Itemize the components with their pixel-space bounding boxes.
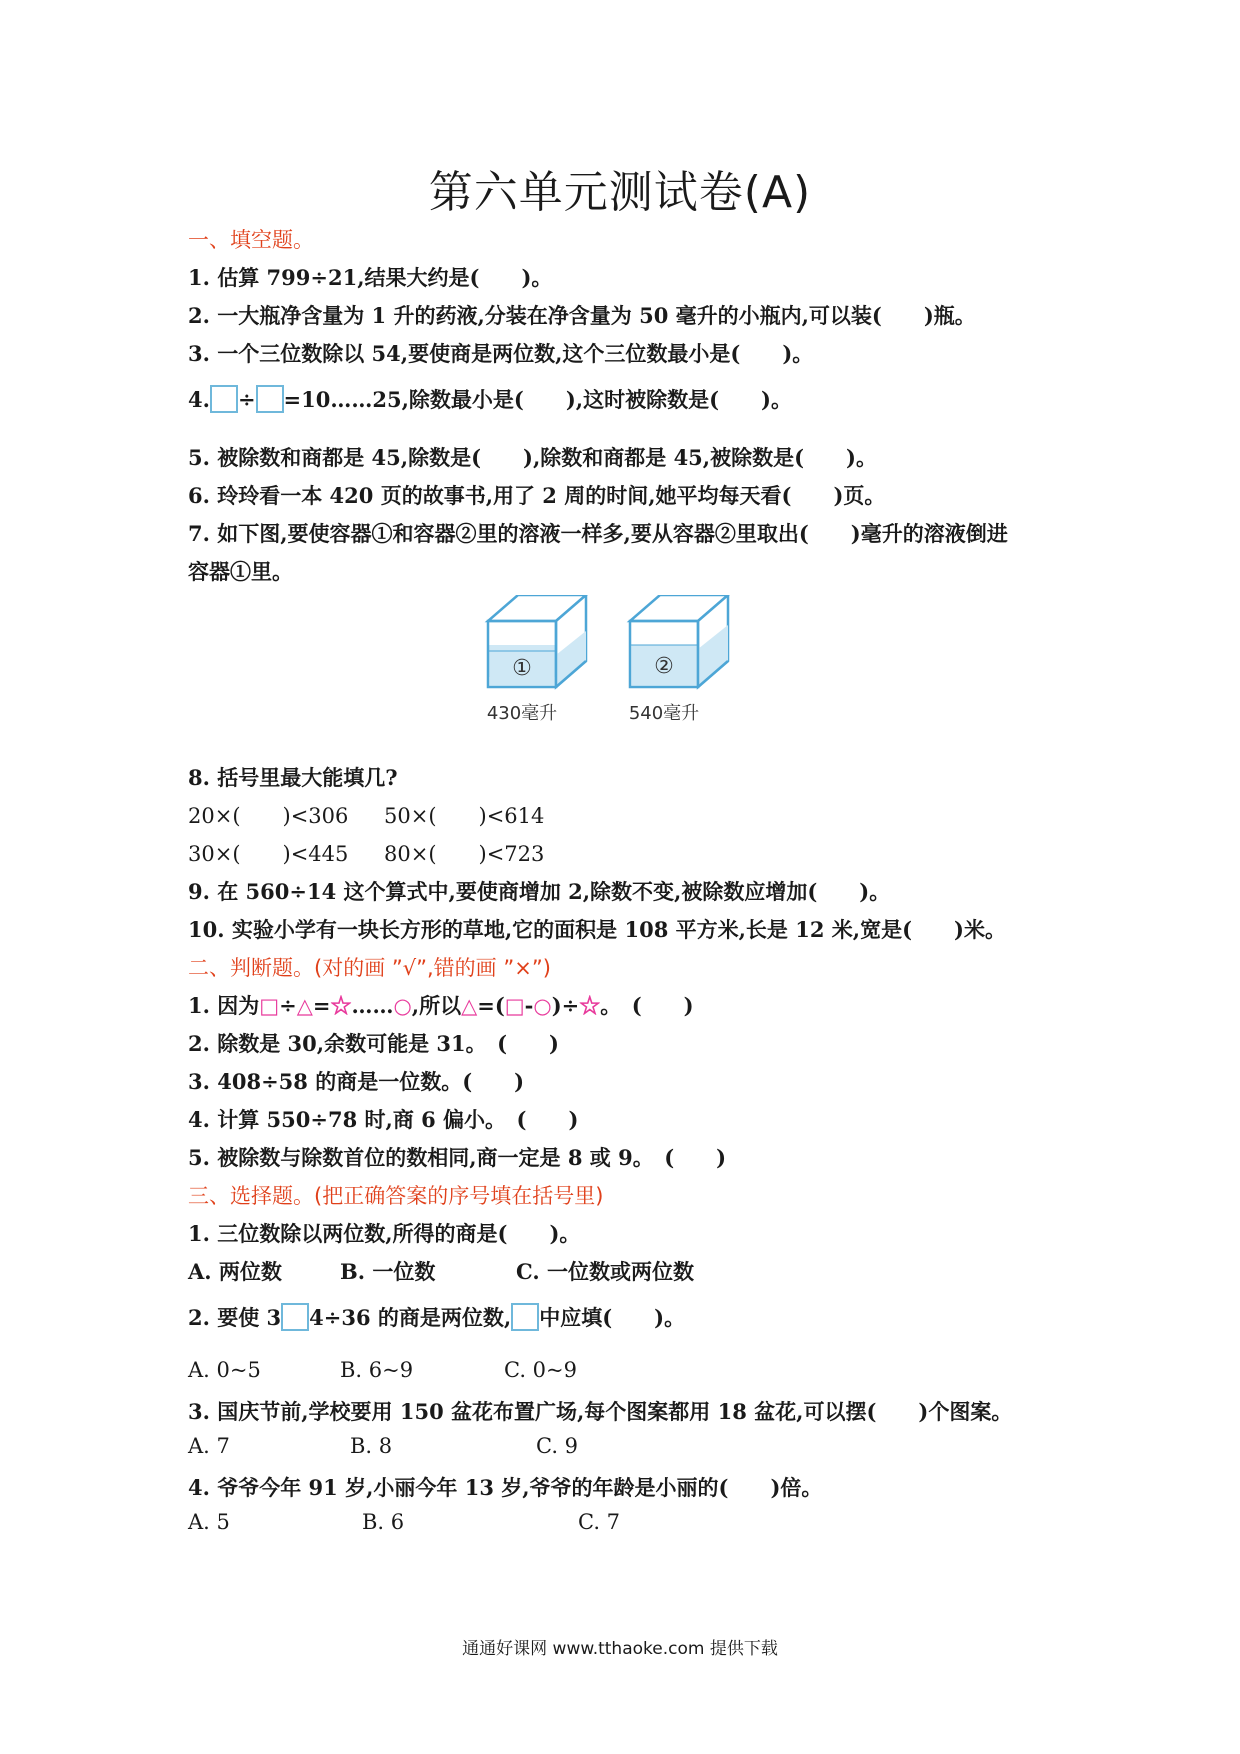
q8-row-1a: 20×( )<306 — [188, 804, 349, 828]
square-symbol: □ — [504, 993, 525, 1018]
circle-symbol: ○ — [393, 993, 412, 1018]
c4-option-c: C. 7 — [578, 1510, 621, 1534]
container-2 — [630, 595, 728, 687]
container-1 — [488, 595, 586, 687]
j1-divide: ÷ — [279, 993, 297, 1018]
question-fill-4 — [188, 384, 792, 414]
container-2-caption: 540毫升 — [628, 703, 700, 724]
footer-credit: 通通好课网 www.tthaoke.com 提供下载 — [462, 1639, 778, 1659]
triangle-symbol: △ — [296, 993, 313, 1018]
j1-end: 。 ( ) — [600, 993, 694, 1018]
question-fill-10: 10. 实验小学有一块长方形的草地,它的面积是 108 平方米,长是 12 米,宽是( )米。 — [188, 917, 1006, 942]
containers-diagram — [480, 595, 780, 735]
question-choice-3: 3. 国庆节前,学校要用 150 盆花布置广场,每个图案都用 18 盆花,可以摆( )个图案。 — [188, 1399, 1013, 1424]
c2-option-a: A. 0~5 — [188, 1358, 261, 1382]
section-heading-choice: 三、选择题。(把正确答案的序号填在括号里) — [188, 1184, 604, 1208]
containers-figure — [480, 595, 780, 735]
c2-option-c: C. 0~9 — [504, 1358, 577, 1382]
j1-so: ,所以 — [411, 993, 462, 1018]
star-symbol: ☆ — [330, 993, 352, 1018]
c1-option-a: A. 两位数 — [188, 1259, 282, 1284]
question-judge-2: 2. 除数是 30,余数可能是 31。 ( ) — [188, 1031, 559, 1056]
j1-minus: - — [524, 993, 534, 1018]
question-fill-6: 6. 玲玲看一本 420 页的故事书,用了 2 周的时间,她平均每天看( )页。 — [188, 483, 886, 508]
q8-row-2a: 30×( )<445 — [188, 842, 349, 866]
c2-text-mid: 4÷36 的商是两位数, — [309, 1305, 512, 1330]
q4-text: =10……25,除数最小是( ),这时被除数是( )。 — [283, 387, 792, 412]
blank-box — [511, 1303, 539, 1331]
section-heading-judge: 二、判断题。(对的画 ”√”,错的画 ”×”) — [188, 956, 551, 980]
section-heading-fill: 一、填空题。 — [188, 228, 314, 252]
question-fill-8: 8. 括号里最大能填几? — [188, 765, 398, 790]
j1-close: )÷ — [551, 993, 580, 1018]
question-fill-3: 3. 一个三位数除以 54,要使商是两位数,这个三位数最小是( )。 — [188, 341, 814, 366]
q4-divide-sign: ÷ — [237, 387, 256, 412]
star-symbol: ☆ — [579, 993, 601, 1018]
blank-box — [256, 385, 284, 413]
container-1-caption: 430毫升 — [486, 703, 558, 724]
j1-text: 1. 因为 — [188, 993, 260, 1018]
question-fill-9: 9. 在 560÷14 这个算式中,要使商增加 2,除数不变,被除数应增加( )。 — [188, 879, 891, 904]
c4-option-a: A. 5 — [188, 1510, 230, 1534]
blank-box — [281, 1303, 309, 1331]
question-fill-1: 1. 估算 799÷21,结果大约是( )。 — [188, 265, 553, 290]
question-fill-7-cont: 容器①里。 — [188, 559, 293, 584]
container-1-label: ① — [512, 656, 532, 681]
c3-option-b: B. 8 — [350, 1434, 393, 1458]
square-symbol: □ — [259, 993, 280, 1018]
c3-option-a: A. 7 — [188, 1434, 230, 1458]
question-judge-4: 4. 计算 550÷78 时,商 6 偏小。 ( ) — [188, 1107, 579, 1132]
blank-box — [210, 385, 238, 413]
question-judge-3: 3. 408÷58 的商是一位数。( ) — [188, 1069, 525, 1094]
question-choice-4: 4. 爷爷今年 91 岁,小丽今年 13 岁,爷爷的年龄是小丽的( )倍。 — [188, 1475, 823, 1500]
triangle-symbol: △ — [461, 993, 478, 1018]
question-fill-2: 2. 一大瓶净含量为 1 升的药液,分装在净含量为 50 毫升的小瓶内,可以装( )瓶。 — [188, 303, 976, 328]
page-title: 第六单元测试卷(A) — [428, 167, 812, 218]
c1-option-c: C. 一位数或两位数 — [516, 1259, 694, 1284]
question-fill-5: 5. 被除数和商都是 45,除数是( ),除数和商都是 45,被除数是( )。 — [188, 445, 877, 470]
j1-dots: …… — [351, 993, 394, 1018]
circle-symbol: ○ — [533, 993, 552, 1018]
c2-option-b: B. 6~9 — [340, 1358, 414, 1382]
question-fill-7: 7. 如下图,要使容器①和容器②里的溶液一样多,要从容器②里取出( )毫升的溶液倒进 — [188, 521, 1008, 546]
question-choice-2 — [188, 1302, 685, 1332]
question-judge-1 — [188, 990, 694, 1020]
question-choice-1: 1. 三位数除以两位数,所得的商是( )。 — [188, 1221, 581, 1246]
q8-row-1b: 50×( )<614 — [384, 804, 545, 828]
j1-equals-paren: =( — [477, 993, 505, 1018]
c3-option-c: C. 9 — [536, 1434, 579, 1458]
container-2-label: ② — [654, 654, 674, 679]
c4-option-b: B. 6 — [362, 1510, 405, 1534]
q4-number: 4. — [188, 387, 210, 412]
j1-equals: = — [312, 993, 331, 1018]
question-judge-5: 5. 被除数与除数首位的数相同,商一定是 8 或 9。 ( ) — [188, 1145, 727, 1170]
c2-text: 2. 要使 3 — [188, 1305, 282, 1330]
c1-option-b: B. 一位数 — [340, 1259, 436, 1284]
q8-row-2b: 80×( )<723 — [384, 842, 545, 866]
c2-text-end: 中应填( )。 — [539, 1305, 686, 1330]
